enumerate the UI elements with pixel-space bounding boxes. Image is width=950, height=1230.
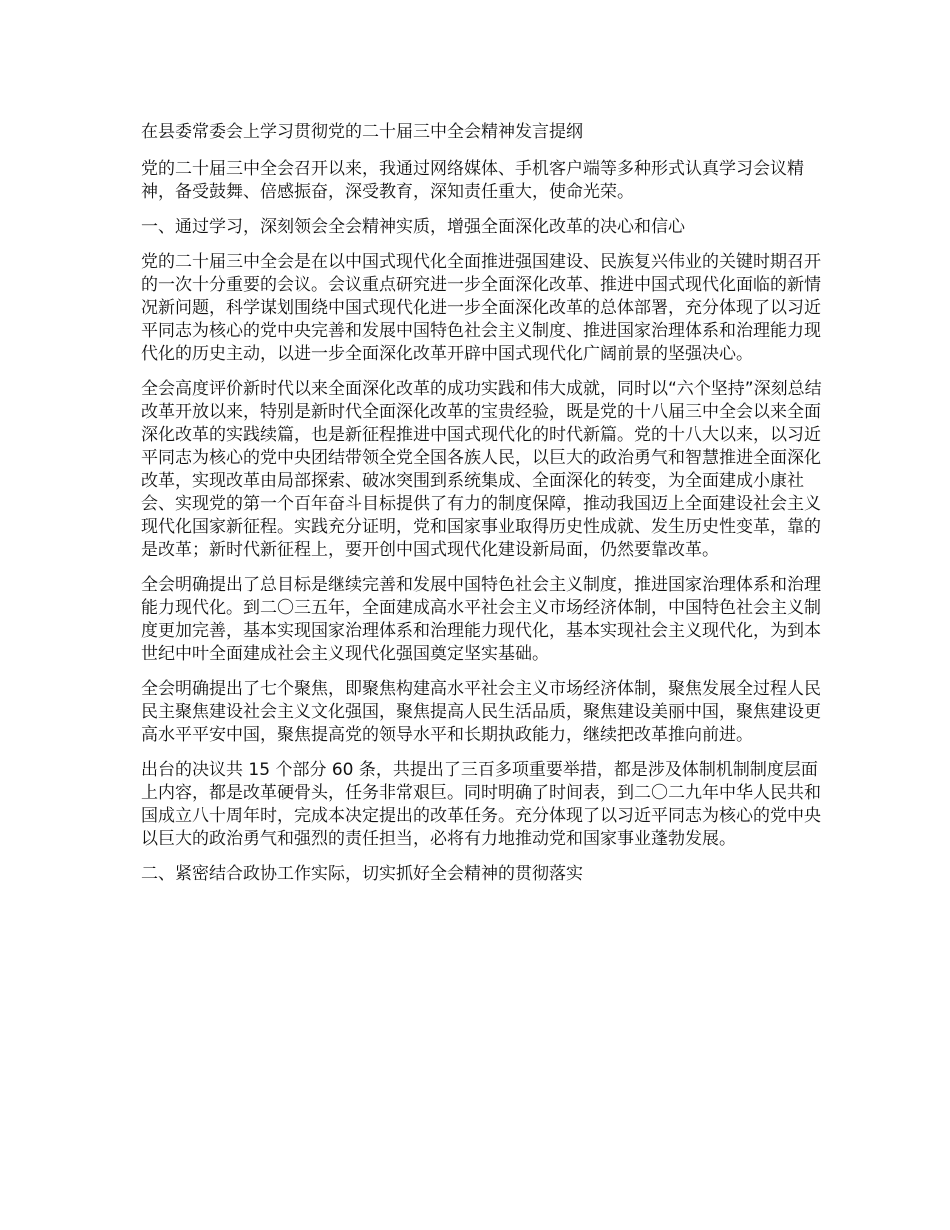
paragraph-seven-focuses: 全会明确提出了七个聚焦，即聚焦构建高水平社会主义市场经济体制，聚焦发展全过程人民民主聚焦建设社会主义文化强国，聚焦提高人民生活品质，聚焦建设美丽中国，聚焦建设更高水平平安中国，聚焦提高党的领导水平和长期执政能力，继续把改革推向前进。 xyxy=(141,679,821,745)
section-heading-2: 二、紧密结合政协工作实际，切实抓好全会精神的贯彻落实 xyxy=(141,864,583,884)
paragraph-overall-goal: 全会明确提出了总目标是继续完善和发展中国特色社会主义制度，推进国家治理体系和治理能力现代化。到二〇三五年，全面建成高水平社会主义市场经济体制，中国特色社会主义制度更加完善，基本实现国家治理体系和治理能力现代化，基本实现社会主义现代化，为到本世纪中叶全面建成社会主义现代化强国奠定坚实基础。 xyxy=(141,575,821,664)
paragraph-reform-achievements: 全会高度评价新时代以来全面深化改革的成功实践和伟大成就，同时以“六个坚持”深刻总结改革开放以来，特别是新时代全面深化改革的宝贵经验，既是党的十八届三中全会以来全面深化改革的实践续篇，也是新征程推进中国式现代化的时代新篇。党的十八大以来，以习近平同志为核心的党中央团结带领全党全国各族人民，以巨大的政治勇气和智慧推进全面深化改革，实现改革由局部探索、破冰突围到系统集成、全面深化的转变，为全面建成小康社会、实现党的第一个百年奋斗目标提供了有力的制度保障，推动我国迈上全面建设社会主义现代化国家新征程。实践充分证明，党和国家事业取得历史性成就、发生历史性变革，靠的是改革；新时代新征程上，要开创中国式现代化建设新局面，仍然要靠改革。 xyxy=(141,379,822,560)
paragraph-resolution-details: 出台的决议共 15 个部分 60 条，共提出了三百多项重要举措，都是涉及体制机制制度层面上内容，都是改革硬骨头，任务非常艰巨。同时明确了时间表，到二〇二九年中华人民共和国成立八十周年时，完成本决定提出的改革任务。充分体现了以习近平同志为核心的党中央以巨大的政治勇气和强烈的责任担当，必将有力地推动党和国家事业蓬勃发展。 xyxy=(141,760,821,849)
document-title: 在县委常委会上学习贯彻党的二十届三中全会精神发言提纲 xyxy=(141,122,583,142)
section-heading-1: 一、通过学习，深刻领会全会精神实质，增强全面深化改革的决心和信心 xyxy=(141,217,685,237)
paragraph-meeting-significance: 党的二十届三中全会是在以中国式现代化全面推进强国建设、民族复兴伟业的关键时期召开的一次十分重要的会议。会议重点研究进一步全面深化改革、推进中国式现代化面临的新情况新问题，科学谋划围绕中国式现代化进一步全面深化改革的总体部署，充分体现了以习近平同志为核心的党中央完善和发展中国特色社会主义制度、推进国家治理体系和治理能力现代化的历史主动，以进一步全面深化改革开辟中国式现代化广阔前景的坚强决心。 xyxy=(141,252,821,364)
document-body xyxy=(141,121,825,898)
paragraph-intro: 党的二十届三中全会召开以来，我通过网络媒体、手机客户端等多种形式认真学习会议精神，备受鼓舞、倍感振奋，深受教育，深知责任重大，使命光荣。 xyxy=(141,159,804,202)
